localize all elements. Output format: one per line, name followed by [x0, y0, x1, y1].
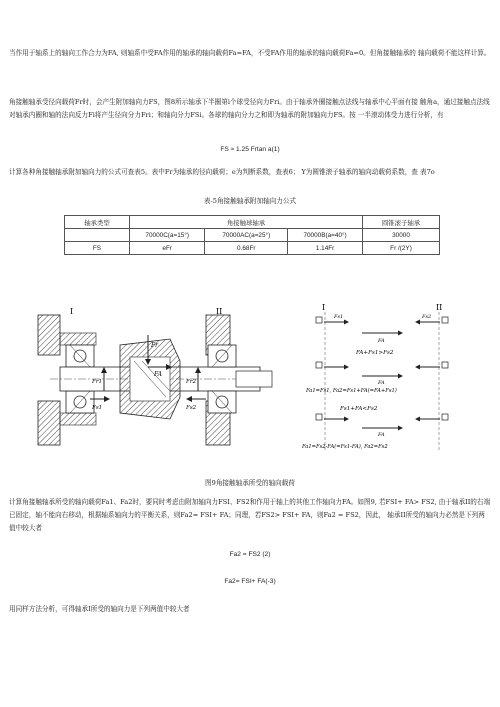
case-bearing-1-label: I [322, 303, 326, 312]
paragraph-axial-load-analysis: 计算角接触轴承所受的轴向载荷Fa1、Fa2时，要同时考虑由附加轴向力FSI、FS2和作用于轴上的其他工作轴向力FA。如图9, 若FSI+ FA> FS2, 由于轴承II的右端已固定，轴不能向右移动，根据轴系轴向力的平衡关系，则Fa2= FSI+ FA；同理，若FS2> FSI+ FA，则Fa2 = FS2，因此， 轴承II所受的轴向力必然是下列两值中较大者 [9, 498, 491, 532]
table-cell: Fr /(2Y) [363, 242, 440, 255]
shaft-bearing-assembly-figure [30, 305, 280, 455]
table-caption: 表-5角接触轴承附加轴向力公式 [203, 197, 297, 205]
paragraph-bearing-1: 用同样方法分析，可得轴承I所受的轴向力是下列两值中较大者 [9, 605, 190, 613]
table-cell: 70000C(a=15°) [130, 229, 205, 242]
formula-2: Fa2 = FS2 (2) [229, 551, 271, 558]
table-cell: 70000AC(a=25°) [205, 229, 288, 242]
fs2-label: Fs2 [186, 405, 197, 411]
case-2 [305, 362, 448, 394]
case-1-fs2: Fs2 [422, 314, 432, 320]
case-1-condition: FA+Fs1>Fs2 [356, 350, 394, 356]
fr-label: Fr [151, 342, 159, 349]
case-3 [301, 406, 448, 450]
paragraph-table-reference: 计算各种角接触轴承附加轴向力的公式可查表5。表中Fr为轴承的径向载荷；e为判断系数，查表6； Y为圆锥滚子轴承的轴向动载荷系数，查 表7o [9, 168, 435, 176]
fr1-label: Fr1 [92, 379, 102, 385]
figure-caption: 图9角接触轴承所受的轴向载荷 [205, 479, 295, 487]
table-cell: 圆锥滚子轴承 [363, 216, 440, 229]
formula-3: Fa2= FSI+ FA(-3) [224, 578, 276, 585]
bearing-1-label: I [70, 307, 74, 316]
table-row [65, 229, 440, 242]
paragraph-additional-axial-force: 角接触轴承受径向载荷Fr时，会产生附加轴向力FS，图8所示轴承下半圈第i个球受径向力Fri。由于轴承外圈接触点法线与轴承中心平面有接 触角a，通过接触点法线对轴承内圈和轴的法向反力Fi将产生径向分力Fri；和轴向分力FSi。各球的轴向分力之和即为轴承的附加轴向力FS。按 一半滚动体受力进行分析，有 [9, 98, 490, 119]
case-2-fa: FA [378, 380, 385, 386]
case-2-result: Fa1=Fs1, Fa2=Fs1+FA(=FA+Fs1) [306, 388, 397, 394]
axial-force-table [64, 215, 440, 255]
bearing-2-label: II [216, 307, 223, 316]
table-cell: FS [65, 242, 130, 255]
table-cell: 角接触球轴承 [130, 216, 363, 229]
table-cell: 0.68Fr [205, 242, 288, 255]
case-1 [316, 314, 448, 344]
axial-force-cases-figure [300, 300, 470, 460]
case-bearing-2-label: II [436, 303, 443, 312]
table-cell: 轴承类型 [65, 216, 130, 229]
table-cell: 30000 [363, 229, 440, 242]
table-cell: 70000B(a=40°) [288, 229, 363, 242]
table-cell [65, 229, 130, 242]
table-row [65, 242, 440, 255]
case-1-fs1: Fs1 [334, 314, 344, 320]
paragraph-intro: 当作用于轴系上的轴向工作合力为FA, 则轴系中受FA作用的轴承的轴向载荷Fa=FA，不受FA作用的轴承的轴向载荷Fa=0。但角接触轴承的 轴向载荷不能这样计算。 [9, 49, 491, 57]
fs1-label: Fs1 [92, 405, 103, 411]
case-1-fa: FA [378, 338, 385, 344]
formula-1: FS ≈ 1.25 Frtan a(1) [220, 146, 280, 153]
case-3-result: Fa1=Fs2-FA(=Fs1-FA), Fa2=Fs2 [302, 444, 388, 450]
case-3-condition: Fs1+FA<Fs2 [340, 406, 378, 412]
fr2-label: Fr2 [186, 379, 196, 385]
table-cell: eFr [130, 242, 205, 255]
fa-label: FA [154, 371, 162, 378]
table-cell: 1.14Fr [288, 242, 363, 255]
case-3-fa: FA [378, 432, 385, 438]
table-header-row [65, 216, 440, 229]
